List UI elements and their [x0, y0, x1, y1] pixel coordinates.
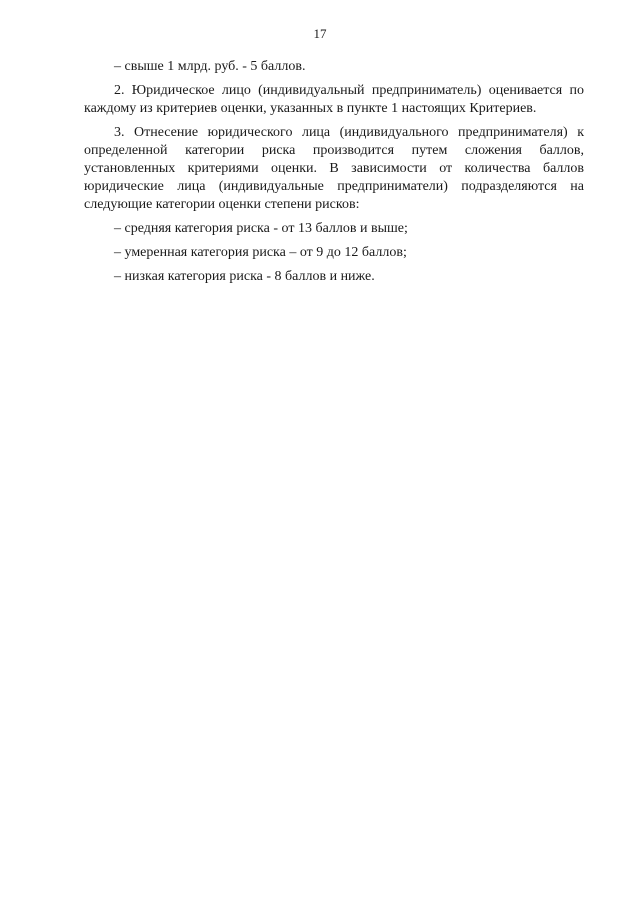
page-number: 17	[313, 26, 327, 41]
paragraph-2: 2. Юридическое лицо (индивидуальный предприниматель) оценивается по каждому из критериев оценки, указанных в пункте 1 настоящих Критериев.	[84, 83, 584, 116]
paragraph-3: 3. Отнесение юридического лица (индивидуального предпринимателя) к определенной категории риска производится путем сложения баллов, установленных критериями оценки. В зависимости от количества баллов юридические лица (индивидуальные предприниматели) подразделяются на следующие категории оценки степени рисков:	[84, 125, 584, 212]
document-body	[84, 58, 584, 292]
list-item-threshold: – свыше 1 млрд. руб. - 5 баллов.	[114, 59, 306, 74]
list-item-medium-risk: – средняя категория риска - от 13 баллов и выше;	[114, 221, 408, 236]
list-item-low-risk: – низкая категория риска - 8 баллов и ниже.	[114, 269, 375, 284]
list-item-moderate-risk: – умеренная категория риска – от 9 до 12 баллов;	[114, 245, 407, 260]
